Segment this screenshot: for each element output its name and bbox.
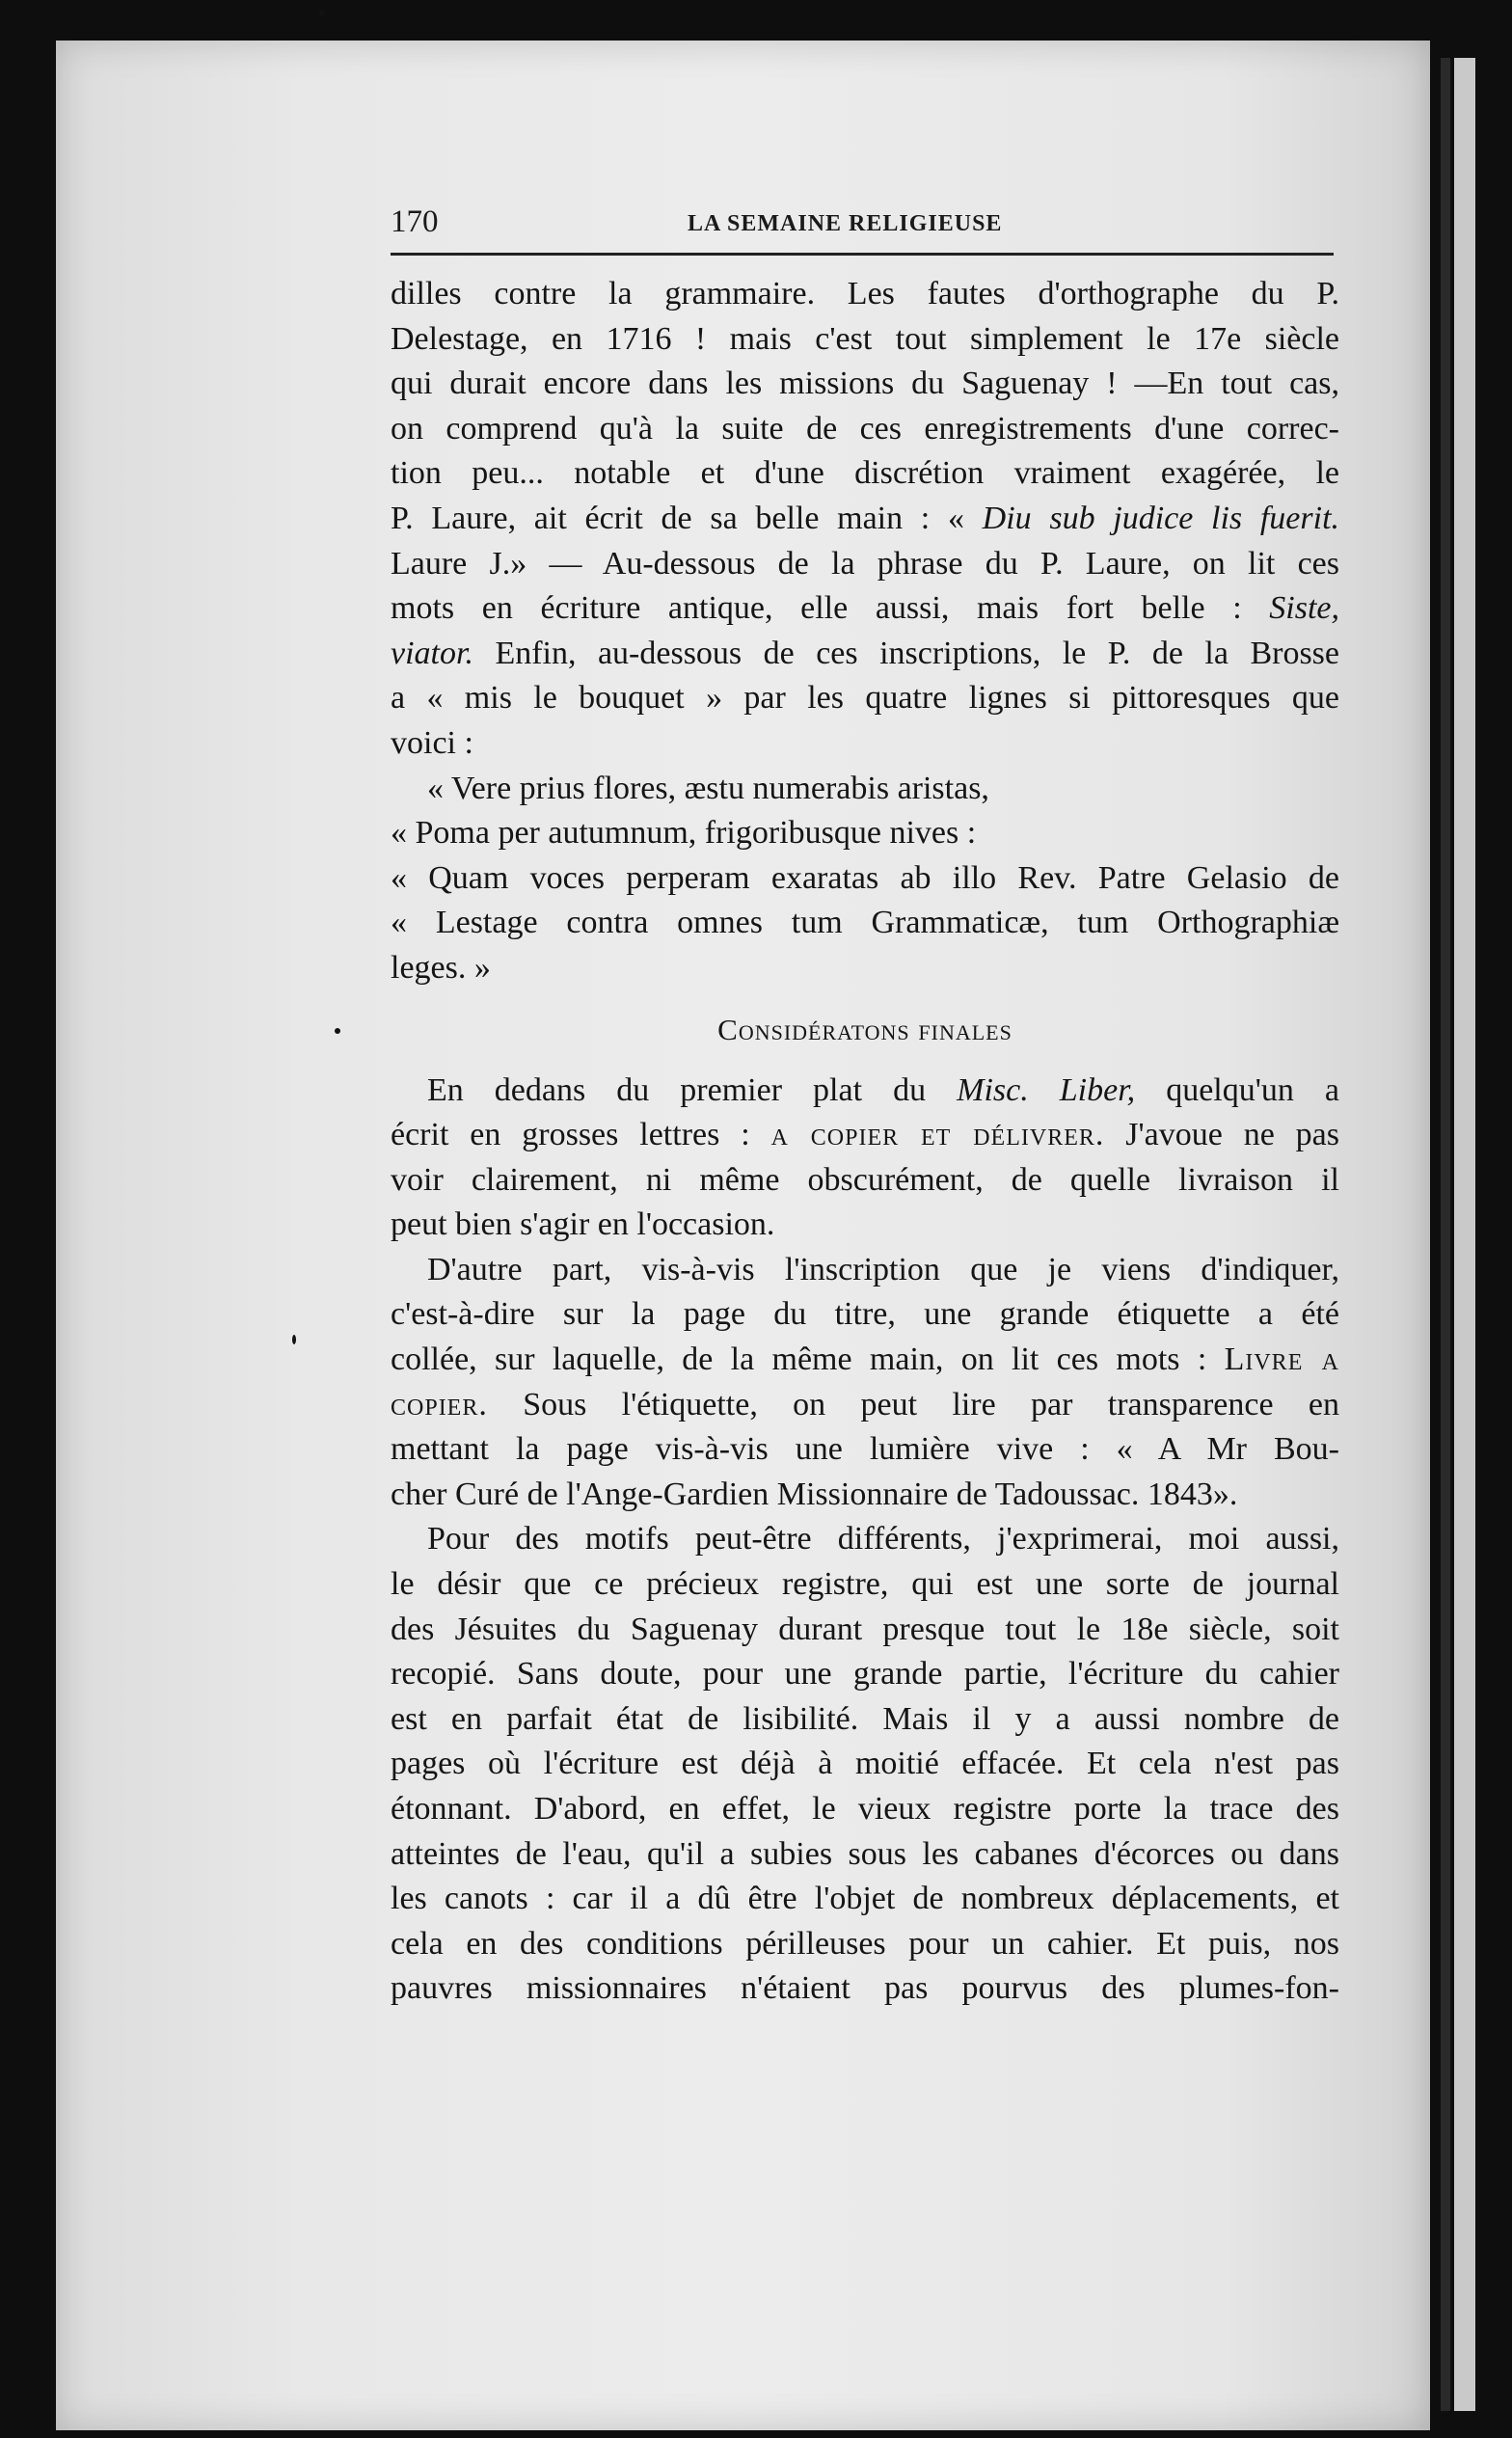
verse-line: « Vere prius flores, æstu numerabis aristas,	[427, 770, 989, 806]
text-line: Laure J.» — Au-dessous de la phrase du P. Laure, on lit ces	[391, 545, 1339, 582]
text-line: tion peu... notable et d'une discrétion vraiment exagérée, le	[391, 455, 1339, 492]
text-line: viator. Enfin, au-dessous de ces inscriptions, le P. de la Brosse	[391, 635, 1340, 671]
text-line: mettant la page vis-à-vis une lumière vive : « A Mr Bou-	[391, 1431, 1339, 1468]
text-line: En dedans du premier plat du Misc. Liber, quelqu'un a	[427, 1071, 1340, 1108]
scan-speck	[318, 10, 325, 16]
small-caps-label: a copier et délivrer.	[770, 1117, 1105, 1153]
latin-quote: Siste,	[1269, 590, 1340, 627]
text-line: mots en écriture antique, elle aussi, mais fort belle : Siste,	[391, 590, 1340, 627]
text-line: Delestage, en 1716 ! mais c'est tout simplement le 17e siècle	[391, 320, 1339, 357]
text-line: Pour des motifs peut-être différents, j'exprimerai, moi aussi,	[427, 1521, 1339, 1558]
small-caps-label: copier.	[391, 1386, 488, 1422]
text-line: le désir que ce précieux registre, qui est une sorte de journal	[391, 1566, 1339, 1603]
page-header	[391, 201, 1334, 247]
text-line: cela en des conditions périlleuses pour un cahier. Et puis, nos	[391, 1925, 1339, 1962]
text-line: qui durait encore dans les missions du Saguenay ! —En tout cas,	[391, 366, 1339, 402]
text-line: c'est-à-dire sur la page du titre, une grande étiquette a été	[391, 1296, 1339, 1333]
header-rule	[391, 253, 1334, 256]
page-edge-shadow	[1441, 58, 1450, 2411]
verse-line: « Poma per autumnum, frigoribusque nives :	[391, 815, 977, 852]
text-line: pages où l'écriture est déjà à moitié effacée. Et cela n'est pas	[391, 1746, 1339, 1782]
running-title: LA SEMAINE RELIGIEUSE	[688, 211, 1003, 236]
text-line: atteintes de l'eau, qu'il a subies sous les cabanes d'écorces ou dans	[391, 1835, 1339, 1872]
next-page-edge	[1454, 58, 1475, 2411]
text-line: on comprend qu'à la suite de ces enregistrements d'une correc-	[391, 410, 1339, 447]
page-number: 170	[391, 204, 439, 239]
text-line: voir clairement, ni même obscurément, de quelle livraison il	[391, 1161, 1339, 1198]
verse-line: leges. »	[391, 949, 491, 986]
text-line: voici :	[391, 724, 473, 761]
text-line: des Jésuites du Saguenay durant presque tout le 18e siècle, soit	[391, 1611, 1339, 1647]
text-line: peut bien s'agir en l'occasion.	[391, 1206, 775, 1243]
body-text	[391, 272, 1339, 2012]
small-caps-label: Livre a	[1224, 1341, 1339, 1378]
scan-speck	[335, 1028, 340, 1034]
text-line: dilles contre la grammaire. Les fautes d'orthographe du P.	[391, 276, 1339, 312]
text-line: copier. Sous l'étiquette, on peut lire par transparence en	[391, 1386, 1339, 1422]
text-line: les canots : car il a dû être l'objet de nombreux déplacements, et	[391, 1881, 1339, 1917]
text-line: recopié. Sans doute, pour une grande partie, l'écriture du cahier	[391, 1656, 1339, 1693]
verse-line: « Lestage contra omnes tum Grammaticæ, tum Orthographiæ	[391, 905, 1339, 941]
scan-speck	[292, 1335, 296, 1344]
latin-quote: Diu sub judice lis fuerit.	[982, 500, 1340, 536]
text-line: écrit en grosses lettres : a copier et délivrer. J'avoue ne pas	[391, 1117, 1340, 1153]
text-line: collée, sur laquelle, de la même main, on lit ces mots : Livre a	[391, 1341, 1339, 1378]
text-line: a « mis le bouquet » par les quatre lignes si pittoresques que	[391, 680, 1339, 717]
section-heading: Considératons finales	[717, 1012, 1012, 1046]
latin-quote: viator.	[391, 635, 473, 671]
text-line: P. Laure, ait écrit de sa belle main : « Diu sub judice lis fuerit.	[391, 500, 1340, 536]
text-line: est en parfait état de lisibilité. Mais il y a aussi nombre de	[391, 1700, 1339, 1737]
book-title: Misc. Liber,	[957, 1071, 1136, 1108]
text-line: étonnant. D'abord, en effet, le vieux registre porte la trace des	[391, 1791, 1339, 1827]
text-line: D'autre part, vis-à-vis l'inscription que je viens d'indiquer,	[427, 1251, 1339, 1287]
text-line: pauvres missionnaires n'étaient pas pourvus des plumes-fon-	[391, 1970, 1339, 2007]
verse-line: « Quam voces perperam exaratas ab illo Rev. Patre Gelasio de	[391, 859, 1339, 896]
text-line: cher Curé de l'Ange-Gardien Missionnaire de Tadoussac. 1843».	[391, 1476, 1238, 1512]
